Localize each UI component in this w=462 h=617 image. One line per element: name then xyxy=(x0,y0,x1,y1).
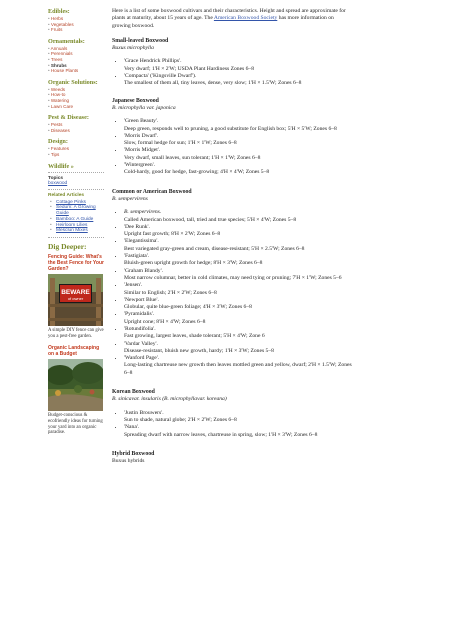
cultivar-section xyxy=(112,389,352,439)
nav-item-diseases[interactable]: • Diseases xyxy=(48,128,104,134)
cultivar-description: Called American boxwood, tall, tried and true species; 5'H × 4'W; Zones 5–8 xyxy=(124,216,297,223)
section-heading: Japanese Boxwood xyxy=(112,97,159,104)
dig-deeper-heading: Dig Deeper: xyxy=(48,242,87,252)
cultivar-description: Most narrow columnar, better in cold climates, may need tying or pruning; 7'H × 1'W; Zones 5–6 xyxy=(124,274,342,281)
cultivar-description: Upright cone; 8'H × 4'W; Zones 6–8 xyxy=(124,318,206,325)
cultivar-name: 'Grace Hendrick Phillips'. xyxy=(124,58,182,65)
related-link[interactable]: • Bamboo: A Guide xyxy=(48,217,104,223)
cultivar-item xyxy=(124,133,352,148)
cultivar-name: 'Wintergreen'. xyxy=(124,162,156,169)
related-articles-heading: Related Articles xyxy=(48,192,85,198)
promo-fencing-title[interactable]: Fencing Guide: What's the Best Fence for Your Garden? xyxy=(48,254,104,273)
cultivar-section xyxy=(112,38,352,88)
nav-heading-organic[interactable]: Organic Solutions: xyxy=(48,78,98,86)
cultivar-name: 'Morris Midget'. xyxy=(124,147,161,154)
cultivar-list xyxy=(112,118,352,176)
cultivar-name: 'Compacta' ('Kingsville Dwarf'). xyxy=(124,73,197,80)
cultivar-description: Long-lasting chartreuse new growth then leaves mottled green and yellow, dwarf; 2'H × 1.5'W; Zones 6–8 xyxy=(124,362,352,376)
nav-section-pest xyxy=(48,114,104,133)
cultivar-description: The smallest of them all, tiny leaves, dense, very slow; 1'H × 1.5'W; Zones 6–8 xyxy=(124,80,302,87)
cultivar-item xyxy=(124,253,352,268)
nav-heading-edibles[interactable]: Edibles: xyxy=(48,8,70,15)
promo-landscaping-caption: Budget-conscious & ecofriendly ideas for turning your yard into an organic paradise. xyxy=(48,413,103,436)
nav-heading-pest[interactable]: Pest & Disease: xyxy=(48,114,89,122)
cultivar-item xyxy=(124,162,352,177)
nav-item-watering[interactable]: • Watering xyxy=(48,98,104,104)
nav-item-how-to[interactable]: • How-to xyxy=(48,92,104,98)
cultivar-name: 'Wanford Page'. xyxy=(124,355,160,362)
cultivar-item xyxy=(124,282,352,297)
cultivar-item xyxy=(124,58,352,73)
nav-item-trees[interactable]: • Trees xyxy=(48,57,104,63)
cultivar-name: 'Dee Runk'. xyxy=(124,223,150,230)
topics-heading: Topics xyxy=(48,175,64,181)
cultivar-name: 'Green Beauty'. xyxy=(124,118,159,125)
related-link[interactable]: • Sedum: A Growing Guide xyxy=(48,205,104,217)
intro-text-end: has more information on growing boxwood. xyxy=(112,15,334,29)
nav-item-shrubs[interactable]: • Shrubs xyxy=(48,63,104,69)
nav-section-design xyxy=(48,138,104,157)
section-species: Buxus microphylla xyxy=(112,45,154,52)
cultivar-name: 'Nana'. xyxy=(124,424,140,431)
cultivar-section xyxy=(112,98,352,177)
section-heading: Hybrid Boxwood xyxy=(112,450,155,457)
cultivar-item xyxy=(124,311,352,326)
nav-item-weeds[interactable]: • Weeds xyxy=(48,87,104,93)
cultivar-item xyxy=(124,341,352,356)
cultivar-item xyxy=(124,355,352,377)
nav-item-perennials[interactable]: • Perennials xyxy=(48,51,104,57)
nav-item-annuals[interactable]: • Annuals xyxy=(48,46,104,52)
nav-item-tips[interactable]: • Tips xyxy=(48,152,104,158)
cultivar-name: B. sempervirens. xyxy=(124,209,162,216)
cultivar-item xyxy=(124,209,352,224)
cultivar-section xyxy=(112,189,352,377)
nav-heading-ornamentals[interactable]: Ornamentals: xyxy=(48,37,85,45)
cultivar-sections xyxy=(112,38,352,466)
cultivar-item xyxy=(124,73,352,88)
cultivar-item xyxy=(124,268,352,283)
nav-section-ornamentals xyxy=(48,38,104,74)
cultivar-description: Upright fast growth; 8'H × 2'W; Zones 6–8 xyxy=(124,231,221,238)
sign-subtext: of owner xyxy=(67,296,84,302)
cultivar-name: 'Fastigiata'. xyxy=(124,253,150,260)
cultivar-description: Spreading dwarf with narrow leaves, chartreuse in spring, slow; 1'H × 3'W; Zones 6–8 xyxy=(124,431,318,438)
related-articles-list xyxy=(48,200,104,239)
cultivar-description: Fast growing, largest leaves, shade tolerant; 5'H × 4'W; Zone 6 xyxy=(124,333,265,340)
cultivar-item xyxy=(124,118,352,133)
promo-fencing-image[interactable] xyxy=(48,274,103,326)
nav-section-edibles xyxy=(48,8,104,33)
nav-heading-design[interactable]: Design: xyxy=(48,138,68,146)
cultivar-item xyxy=(124,424,352,439)
cultivar-description: Very dwarf; 1'H × 2'W; USDA Plant Hardiness Zones 6–8 xyxy=(124,65,255,72)
cultivar-list xyxy=(112,410,352,439)
section-heading: Small-leaved Boxwood xyxy=(112,37,169,44)
cultivar-name: 'Jensen'. xyxy=(124,282,143,289)
section-species: B. sempervirens xyxy=(112,195,148,202)
cultivar-name: 'Rotundifolia'. xyxy=(124,325,156,332)
cultivar-description: Similar to English; 2'H × 2'W; Zones 6–8 xyxy=(124,289,217,296)
cultivar-list xyxy=(112,58,352,87)
section-heading: Common or American Boxwood xyxy=(112,188,192,195)
american-boxwood-society-link[interactable]: American Boxwood Society xyxy=(213,15,278,22)
cultivar-name: 'Vardar Valley'. xyxy=(124,340,158,347)
cultivar-name: 'Elegantissima'. xyxy=(124,238,159,245)
promo-landscaping-image[interactable] xyxy=(48,359,103,411)
cultivar-item xyxy=(124,224,352,239)
related-link[interactable]: • Mesclun Mixes xyxy=(48,228,104,234)
cultivar-description: Best variegated gray-green and cream, disease-resistant; 5'H × 2.5'W; Zones 6–8 xyxy=(124,245,305,252)
section-heading: Korean Boxwood xyxy=(112,389,155,396)
cultivar-item xyxy=(124,147,352,162)
cultivar-section xyxy=(112,451,352,466)
cultivar-description: Disease-resistant, bluish new growth, hardy; 1'H × 3'W; Zones 5–8 xyxy=(124,347,274,354)
cultivar-description: Very dwarf, small leaves, sun tolerant; 1'H × 1'W; Zones 6–8 xyxy=(124,154,261,161)
cultivar-name: 'Graham Blandy'. xyxy=(124,267,163,274)
nav-item-house-plants[interactable]: • House Plants xyxy=(48,68,104,74)
cultivar-description: Bluish-green upright growth for hedge; 8'H × 3'W; Zones 6–8 xyxy=(124,260,263,267)
nav-wildlife-link[interactable]: Wildlife » xyxy=(48,163,104,173)
cultivar-name: 'Pyramidalis'. xyxy=(124,311,155,318)
sidebar xyxy=(48,8,104,442)
nav-item-herbs[interactable]: • Herbs xyxy=(48,16,104,22)
intro-text: Here is a list of some boxwood cultivars and their characteristics. Height and spread are approximate for plants at maturity, about 15 years of age. The xyxy=(112,8,346,22)
cultivar-description: Deep green, responds well to pruning, a good substitute for English box; 5'H × 5'W; Zones 6–8 xyxy=(124,125,337,132)
nav-item-lawn-care[interactable]: • Lawn Care xyxy=(48,104,104,110)
nav-item-features[interactable]: • Features xyxy=(48,146,104,152)
topic-link-boxwood[interactable]: boxwood xyxy=(48,181,104,190)
nav-item-pests[interactable]: • Pests xyxy=(48,122,104,128)
sign-text: BEWARE xyxy=(61,289,90,297)
cultivar-description: Cold-hardy, good for hedge, fast-growing; 4'H × 4'W; Zones 5–8 xyxy=(124,169,270,176)
section-species: Buxus hybrids xyxy=(112,458,145,465)
cultivar-description: Sun to shade, natural globe; 2'H × 2'W; Zones 6–8 xyxy=(124,416,237,423)
nav-item-fruits[interactable]: • Fruits xyxy=(48,27,104,33)
cultivar-list xyxy=(112,209,352,377)
cultivar-item xyxy=(124,238,352,253)
intro-paragraph xyxy=(112,8,352,30)
cultivar-item xyxy=(124,297,352,312)
section-species: B. microphylla var. japonica xyxy=(112,104,176,111)
cultivar-name: 'Justin Brouwers'. xyxy=(124,409,164,416)
promo-fencing-caption: A simple DIY fence can give you a pest-free garden. xyxy=(48,328,104,339)
promo-landscaping-title[interactable]: Organic Landscaping on a Budget xyxy=(48,345,100,358)
related-link[interactable]: • Cottage Pinks xyxy=(48,200,104,206)
related-link[interactable]: • Heirloom Lilies xyxy=(48,223,104,229)
cultivar-name: 'Morris Dwarf'. xyxy=(124,132,159,139)
cultivar-name: 'Newport Blue'. xyxy=(124,296,159,303)
cultivar-description: Slow, formal hedge for sun; 1'H × 1'W; Zones 6–8 xyxy=(124,140,237,147)
nav-section-organic xyxy=(48,79,104,109)
nav-item-vegetables[interactable]: • Vegetables xyxy=(48,22,104,28)
cultivar-item xyxy=(124,410,352,425)
cultivar-description: Globular, quite blue-green foliage; 4'H × 3'W; Zones 6–8 xyxy=(124,304,252,311)
section-species: B. sinicavar. insularis (B. microphyllavar. koreana) xyxy=(112,396,227,403)
article-body xyxy=(112,8,352,465)
cultivar-item xyxy=(124,326,352,341)
